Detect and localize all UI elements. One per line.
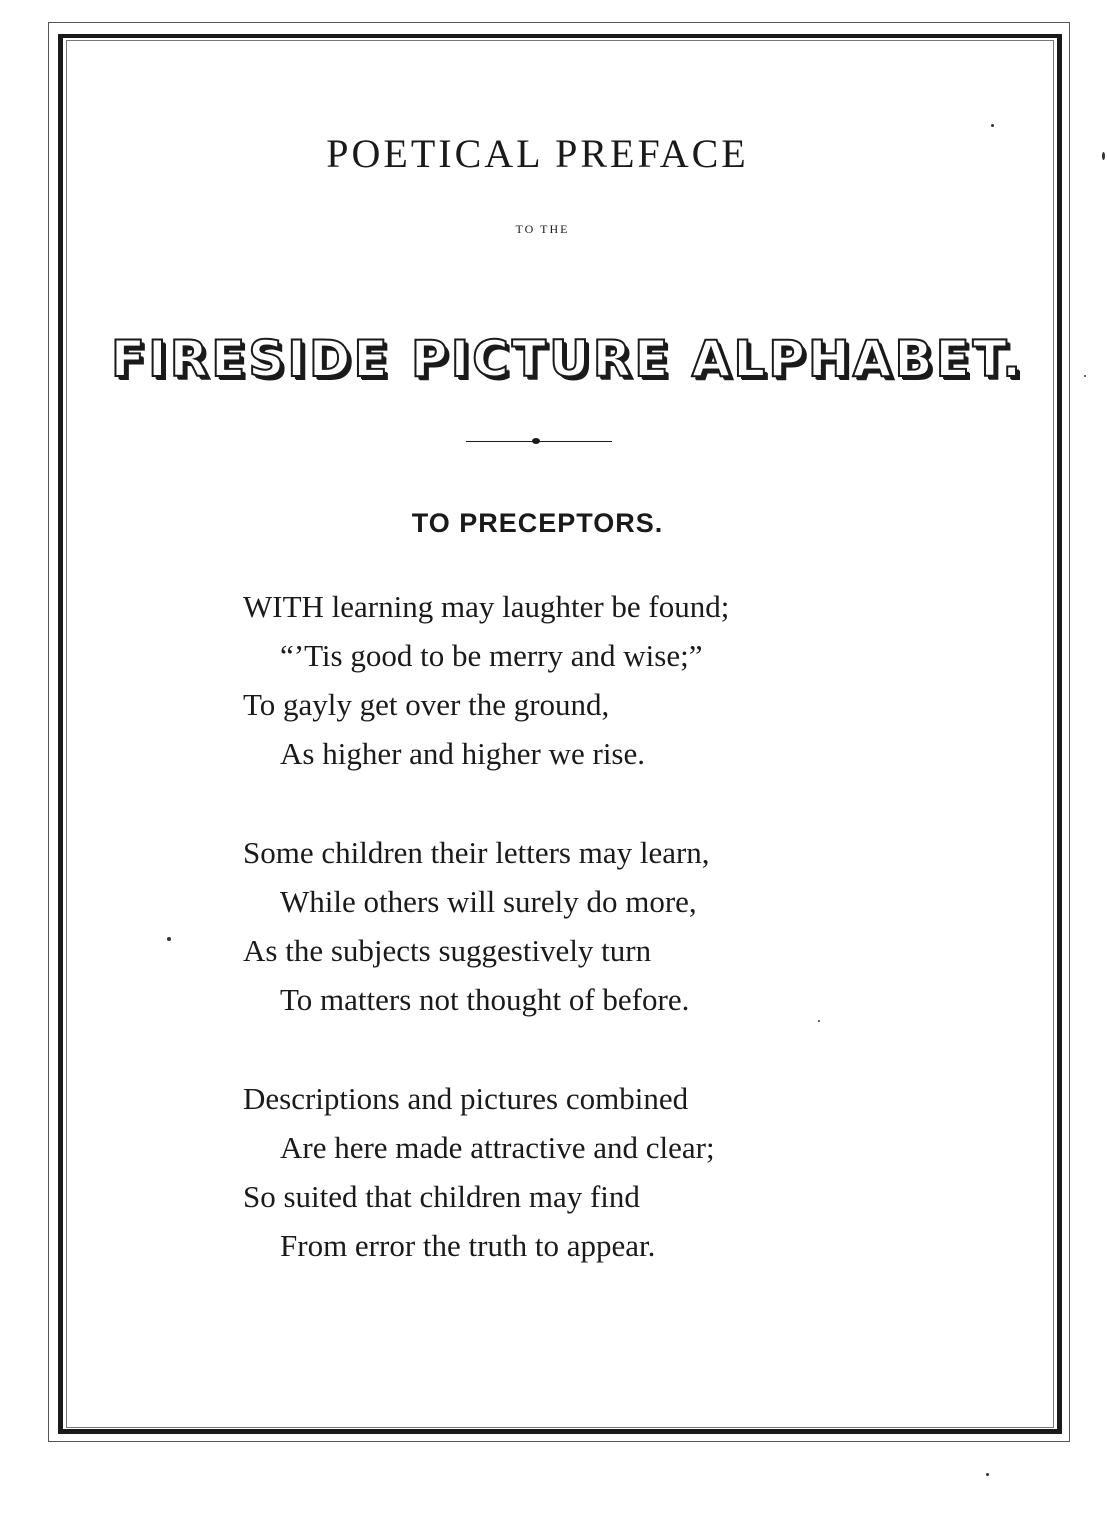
scan-speck xyxy=(986,1473,989,1476)
scan-speck xyxy=(1102,152,1105,160)
poem-line: As higher and higher we rise. xyxy=(280,736,646,771)
scan-speck xyxy=(167,937,171,941)
poem-line: From error the truth to appear. xyxy=(280,1228,656,1263)
poem-line: So suited that children may find xyxy=(243,1179,640,1214)
poem-line: While others will surely do more, xyxy=(280,884,697,919)
section-heading: TO PRECEPTORS. xyxy=(411,508,664,538)
ornamental-divider xyxy=(466,440,612,444)
poem-line: To gayly get over the ground, xyxy=(243,687,610,722)
stanza-1 xyxy=(243,582,883,778)
poem-line: WITH learning may laughter be found; xyxy=(243,589,730,624)
stanza-2 xyxy=(243,828,883,1024)
scan-speck xyxy=(818,1020,820,1022)
page-title: POETICAL PREFACE xyxy=(326,131,749,176)
poem-line: As the subjects suggestively turn xyxy=(243,933,652,968)
poem-line: Descriptions and pictures combined xyxy=(243,1081,689,1116)
poem xyxy=(243,582,883,1320)
scan-speck xyxy=(1084,375,1086,377)
poem-line: “’Tis good to be merry and wise;” xyxy=(280,638,703,673)
poem-line: Are here made attractive and clear; xyxy=(280,1130,715,1165)
scan-speck xyxy=(991,124,994,127)
book-title: FIRESIDE PICTURE ALPHABET. xyxy=(110,330,1025,388)
poem-line: To matters not thought of before. xyxy=(280,982,690,1017)
page-subtitle: TO THE xyxy=(515,222,570,236)
stanza-3 xyxy=(243,1074,883,1270)
divider-dot xyxy=(532,438,540,444)
poem-line: Some children their letters may learn, xyxy=(243,835,710,870)
